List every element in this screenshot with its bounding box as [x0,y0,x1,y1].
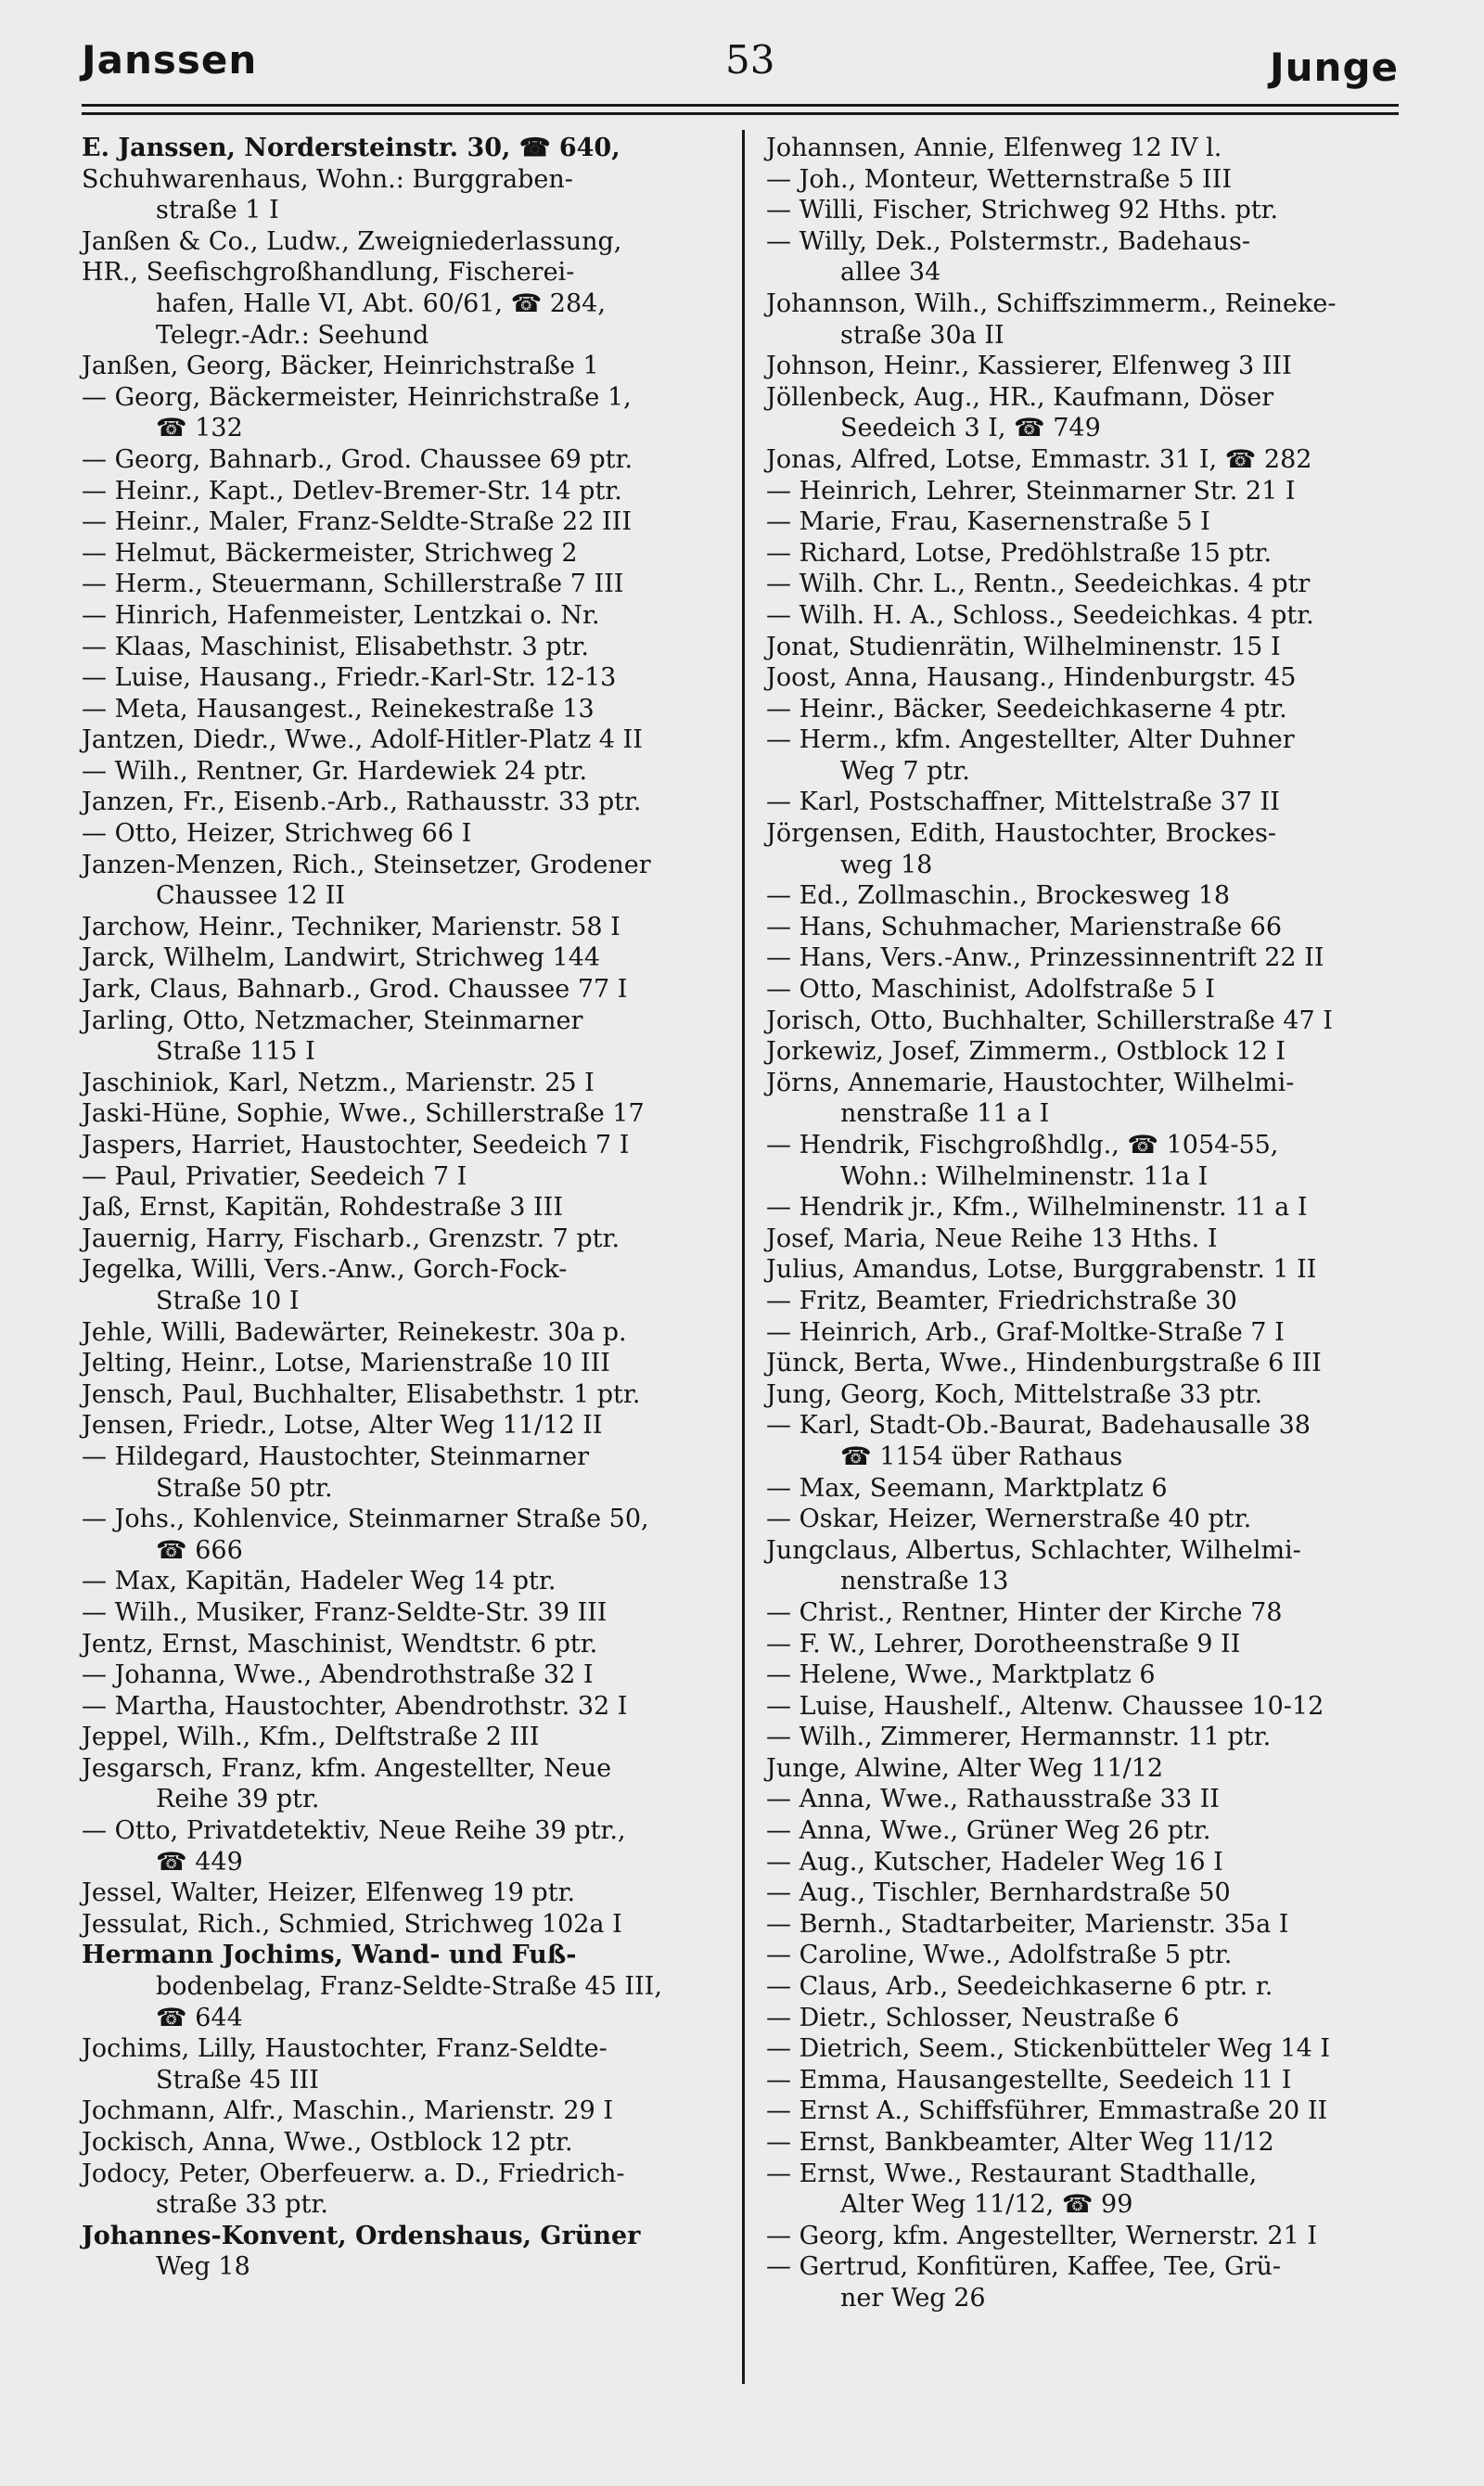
directory-line: Jöllenbeck, Aug., HR., Kaufmann, Döser [766,382,1274,412]
directory-line: Jorisch, Otto, Buchhalter, Schillerstraße 47 I [766,1006,1333,1035]
page-number: 53 [725,37,775,83]
directory-line: — Willi, Fischer, Strichweg 92 Hths. ptr. [766,196,1279,225]
directory-line: Jensch, Paul, Buchhalter, Elisabethstr. 1 ptr. [82,1379,641,1409]
directory-line: Weg 18 [156,2252,250,2282]
directory-line: Alter Weg 11/12, ☎ 99 [840,2190,1133,2220]
directory-line: Schuhwarenhaus, Wohn.: Burggraben- [82,164,573,194]
directory-line: ☎ 1154 über Rathaus [840,1442,1123,1471]
directory-line: Janßen, Georg, Bäcker, Heinrichstraße 1 [82,352,599,381]
directory-line: — Otto, Maschinist, Adolfstraße 5 I [766,975,1215,1005]
directory-line: Jegelka, Willi, Vers.-Anw., Gorch-Fock- [82,1255,568,1285]
directory-line: Jauernig, Harry, Fischarb., Grenzstr. 7 ptr. [82,1224,620,1253]
directory-line: Jarchow, Heinr., Techniker, Marienstr. 58 I [82,912,620,942]
directory-line: nenstraße 13 [840,1567,1009,1596]
directory-line: Jochims, Lilly, Haustochter, Franz-Seldte- [82,2034,608,2064]
directory-line: — Meta, Hausangest., Reinekestraße 13 [82,694,595,724]
directory-line: — Hans, Schuhmacher, Marienstraße 66 [766,912,1283,942]
directory-line: Joost, Anna, Hausang., Hindenburgstr. 45 [766,663,1297,693]
directory-line: — Aug., Kutscher, Hadeler Weg 16 I [766,1847,1223,1877]
directory-line: Jessulat, Rich., Schmied, Strichweg 102a I [82,1909,622,1939]
directory-line: — Bernh., Stadtarbeiter, Marienstr. 35a I [766,1909,1289,1939]
directory-line: Seedeich 3 I, ☎ 749 [840,414,1101,443]
directory-line: — Wilh., Rentner, Gr. Hardewiek 24 ptr. [82,756,588,786]
directory-line: — Claus, Arb., Seedeichkaserne 6 ptr. r. [766,1972,1273,2002]
directory-line: — Georg, Bäckermeister, Heinrichstraße 1, [82,382,632,412]
directory-line: Jehle, Willi, Badewärter, Reinekestr. 30a p. [82,1317,627,1347]
directory-line: — Hildegard, Haustochter, Steinmarner [82,1442,590,1471]
directory-line: Chaussee 12 II [156,881,346,911]
directory-line: Jaschiniok, Karl, Netzm., Marienstr. 25 I [82,1068,595,1097]
directory-line: — Heinr., Maler, Franz-Seldte-Straße 22 III [82,507,632,537]
directory-line: Jarck, Wilhelm, Landwirt, Strichweg 144 [82,943,601,973]
directory-line: Jung, Georg, Koch, Mittelstraße 33 ptr. [766,1379,1263,1409]
directory-line: Jochmann, Alfr., Maschin., Marienstr. 29 I [82,2096,613,2126]
header-rule [82,112,1399,115]
directory-line: — Aug., Tischler, Bernhardstraße 50 [766,1878,1231,1908]
directory-line: — Oskar, Heizer, Wernerstraße 40 ptr. [766,1505,1252,1534]
directory-line: Janzen, Fr., Eisenb.-Arb., Rathausstr. 33 ptr. [82,788,642,817]
directory-line: — Christ., Rentner, Hinter der Kirche 78 [766,1597,1283,1627]
directory-line: ner Weg 26 [840,2283,986,2313]
directory-line: — Max, Seemann, Marktplatz 6 [766,1473,1168,1503]
directory-line: Jarling, Otto, Netzmacher, Steinmarner [82,1006,583,1035]
directory-line: Johannsen, Annie, Elfenweg 12 IV l. [766,134,1222,162]
directory-line: — Hans, Vers.-Anw., Prinzessinnentrift 22 II [766,943,1324,973]
directory-line: Jörns, Annemarie, Haustochter, Wilhelmi- [766,1068,1295,1097]
directory-line: — Herm., Steuermann, Schillerstraße 7 III [82,570,624,599]
directory-line: — Ernst, Wwe., Restaurant Stadthalle, [766,2159,1258,2188]
directory-line: — Ernst A., Schiffsführer, Emmastraße 20 II [766,2096,1328,2126]
directory-line: Jungclaus, Albertus, Schlachter, Wilhelmi- [766,1535,1301,1565]
directory-line: — Willy, Dek., Polstermstr., Badehaus- [766,226,1250,256]
directory-line: — Ed., Zollmaschin., Brockesweg 18 [766,881,1231,911]
directory-line: — Georg, Bahnarb., Grod. Chaussee 69 ptr. [82,444,633,474]
directory-line: hafen, Halle VI, Abt. 60/61, ☎ 284, [156,288,606,318]
directory-line: — Gertrud, Konfitüren, Kaffee, Tee, Grü- [766,2252,1282,2282]
directory-line: — Karl, Postschaffner, Mittelstraße 37 II [766,788,1280,817]
directory-line: — Wilh., Zimmerer, Hermannstr. 11 ptr. [766,1723,1272,1752]
directory-line: — Otto, Privatdetektiv, Neue Reihe 39 ptr., [82,1816,626,1846]
directory-line: — Otto, Heizer, Strichweg 66 I [82,819,472,849]
directory-line: — Paul, Privatier, Seedeich 7 I [82,1161,467,1191]
directory-line: — Wilh. H. A., Schloss., Seedeichkas. 4 ptr. [766,600,1314,630]
directory-line: — Heinr., Kapt., Detlev-Bremer-Str. 14 ptr. [82,476,622,506]
directory-line: Jaß, Ernst, Kapitän, Rohdestraße 3 III [82,1193,563,1223]
directory-line: Straße 45 III [156,2065,319,2095]
directory-line: Julius, Amandus, Lotse, Burggrabenstr. 1 II [766,1255,1317,1285]
directory-line: — Helmut, Bäckermeister, Strichweg 2 [82,538,578,568]
directory-line: — Dietrich, Seem., Stickenbütteler Weg 14 I [766,2034,1331,2064]
directory-line: — Anna, Wwe., Grüner Weg 26 ptr. [766,1816,1211,1846]
directory-line: ☎ 449 [156,1847,243,1877]
directory-line: Jonat, Studienrätin, Wilhelminenstr. 15 I [766,632,1281,661]
directory-line: — Heinrich, Arb., Graf-Moltke-Straße 7 I [766,1317,1285,1347]
right-column [766,133,1415,2314]
directory-line: — Georg, kfm. Angestellter, Wernerstr. 21 I [766,2221,1318,2250]
directory-line: straße 30a II [840,320,1004,350]
directory-line: — Helene, Wwe., Marktplatz 6 [766,1660,1156,1690]
directory-line: nenstraße 11 a I [840,1099,1050,1129]
directory-line: weg 18 [840,850,933,879]
directory-line: Jark, Claus, Bahnarb., Grod. Chaussee 77 I [82,975,628,1005]
left-column [82,133,731,2283]
directory-line: Straße 10 I [156,1286,300,1315]
directory-line: — Luise, Haushelf., Altenw. Chaussee 10-12 [766,1691,1324,1721]
header-left: Janssen [82,37,258,83]
directory-line: — Johs., Kohlenvice, Steinmarner Straße 50, [82,1505,649,1534]
directory-line: — Klaas, Maschinist, Elisabethstr. 3 ptr. [82,632,589,661]
directory-line: Johannson, Wilh., Schiffszimmerm., Reineke- [766,288,1337,318]
directory-line: Jorkewiz, Josef, Zimmerm., Ostblock 12 I [766,1037,1286,1067]
directory-line: Jodocy, Peter, Oberfeuerw. a. D., Friedrich- [82,2159,625,2188]
directory-line: Reihe 39 ptr. [156,1785,320,1814]
directory-line: Jeppel, Wilh., Kfm., Delftstraße 2 III [82,1723,540,1752]
directory-line: — Heinrich, Lehrer, Steinmarner Str. 21 I [766,476,1296,506]
directory-line: bodenbelag, Franz-Seldte-Straße 45 III, [156,1972,662,2002]
directory-line: Jaski-Hüne, Sophie, Wwe., Schillerstraße 17 [82,1099,645,1129]
directory-line: Wohn.: Wilhelminenstr. 11a I [840,1161,1209,1191]
directory-line: straße 33 ptr. [156,2190,328,2220]
directory-line: ☎ 666 [156,1535,243,1565]
directory-line: — Caroline, Wwe., Adolfstraße 5 ptr. [766,1941,1233,1970]
directory-line: — Richard, Lotse, Predöhlstraße 15 ptr. [766,538,1273,568]
directory-line: Janzen-Menzen, Rich., Steinsetzer, Grodener [82,850,651,879]
directory-line: Jonas, Alfred, Lotse, Emmastr. 31 I, ☎ 282 [766,444,1312,474]
directory-line: Straße 50 ptr. [156,1473,333,1503]
directory-line: allee 34 [840,258,941,288]
header-rule [82,104,1399,107]
directory-line: Janßen & Co., Ludw., Zweigniederlassung, [82,226,622,256]
directory-line: E. Janssen, Nordersteinstr. 30, ☎ 640, [82,134,620,162]
directory-line: — Emma, Hausangestellte, Seedeich 11 I [766,2065,1292,2095]
directory-line: — Herm., kfm. Angestellter, Alter Duhner [766,725,1295,755]
directory-line: — Anna, Wwe., Rathausstraße 33 II [766,1785,1220,1814]
directory-line: Johnson, Heinr., Kassierer, Elfenweg 3 III [766,352,1292,381]
directory-line: — Dietr., Schlosser, Neustraße 6 [766,2003,1180,2032]
directory-line: Jockisch, Anna, Wwe., Ostblock 12 ptr. [82,2128,573,2157]
directory-line: Jörgensen, Edith, Haustochter, Brockes- [766,819,1276,849]
directory-line: Junge, Alwine, Alter Weg 11/12 [766,1753,1164,1783]
directory-line: straße 1 I [156,196,279,225]
directory-line: Jaspers, Harriet, Haustochter, Seedeich 7 I [82,1131,630,1160]
directory-line: Telegr.-Adr.: Seehund [156,320,429,350]
directory-line: — Joh., Monteur, Wetternstraße 5 III [766,164,1232,194]
directory-line: Hermann Jochims, Wand- und Fuß- [82,1941,577,1970]
directory-line: — Hendrik, Fischgroßhdlg., ☎ 1054-55, [766,1131,1279,1160]
directory-line: — Marie, Frau, Kasernenstraße 5 I [766,507,1210,537]
directory-line: Jensen, Friedr., Lotse, Alter Weg 11/12 II [82,1411,603,1441]
directory-line: ☎ 644 [156,2003,243,2032]
directory-line: HR., Seefischgroßhandlung, Fischerei- [82,258,575,288]
directory-line: Weg 7 ptr. [840,756,970,786]
directory-line: Jantzen, Diedr., Wwe., Adolf-Hitler-Platz 4 II [82,725,643,755]
directory-line: — Ernst, Bankbeamter, Alter Weg 11/12 [766,2128,1274,2157]
directory-line: Jentz, Ernst, Maschinist, Wendtstr. 6 ptr. [82,1629,598,1659]
directory-line: — Max, Kapitän, Hadeler Weg 14 ptr. [82,1567,556,1596]
directory-line: Jessel, Walter, Heizer, Elfenweg 19 ptr. [82,1878,576,1908]
directory-line: — Fritz, Beamter, Friedrichstraße 30 [766,1286,1237,1315]
column-divider [742,130,745,2384]
header-right: Junge [1270,45,1399,90]
directory-line: — Wilh. Chr. L., Rentn., Seedeichkas. 4 ptr [766,570,1311,599]
directory-line: — Heinr., Bäcker, Seedeichkaserne 4 ptr. [766,694,1287,724]
directory-line: — F. W., Lehrer, Dorotheenstraße 9 II [766,1629,1241,1659]
directory-line: — Hendrik jr., Kfm., Wilhelminenstr. 11 a I [766,1193,1308,1223]
directory-line: Straße 115 I [156,1037,315,1067]
directory-line: Josef, Maria, Neue Reihe 13 Hths. I [766,1224,1218,1253]
directory-line: Johannes-Konvent, Ordenshaus, Grüner [82,2221,641,2250]
directory-line: Jünck, Berta, Wwe., Hindenburgstraße 6 III [766,1349,1322,1378]
directory-line: — Wilh., Musiker, Franz-Seldte-Str. 39 III [82,1597,608,1627]
directory-line: — Hinrich, Hafenmeister, Lentzkai o. Nr. [82,600,600,630]
directory-line: Jesgarsch, Franz, kfm. Angestellter, Neue [82,1753,612,1783]
directory-line: — Johanna, Wwe., Abendrothstraße 32 I [82,1660,594,1690]
directory-line: ☎ 132 [156,414,243,443]
directory-line: Jelting, Heinr., Lotse, Marienstraße 10 III [82,1349,610,1378]
directory-line: — Martha, Haustochter, Abendrothstr. 32 I [82,1691,628,1721]
directory-line: — Karl, Stadt-Ob.-Baurat, Badehausalle 38 [766,1411,1311,1441]
directory-line: — Luise, Hausang., Friedr.-Karl-Str. 12-13 [82,663,617,693]
